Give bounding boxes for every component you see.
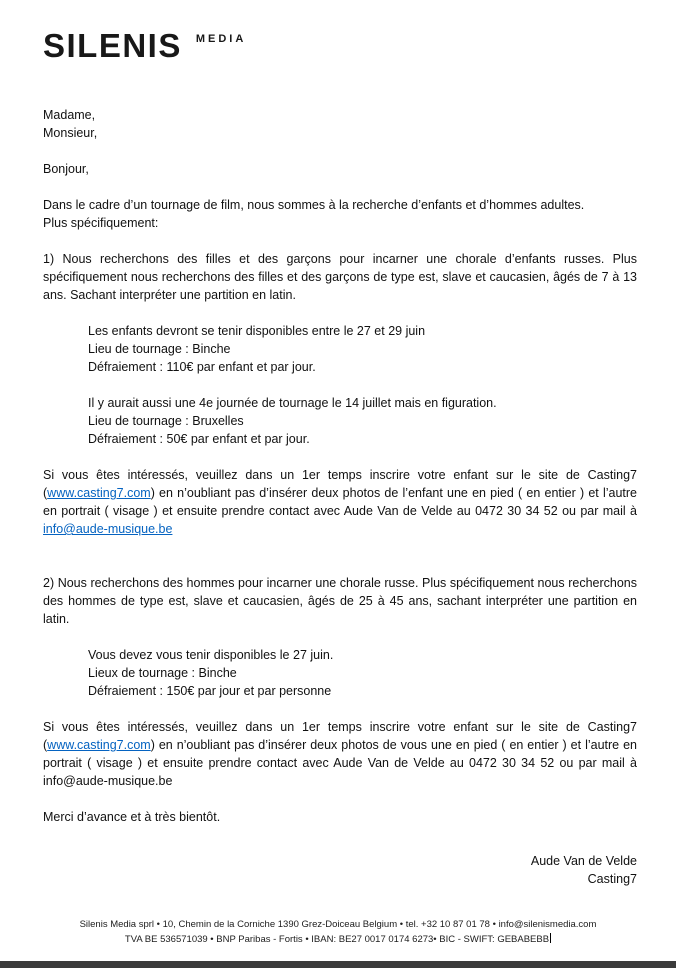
- window-bottom-bar: [0, 961, 676, 968]
- detail-line: Lieux de tournage : Binche: [88, 666, 237, 680]
- footer-line-banking: [0, 932, 676, 947]
- section2-details: [43, 646, 637, 700]
- contact-text: Si vous êtes intéressés, veuillez dans un 1er temps inscrire votre enfant sur le site de Casting7 (: [43, 468, 637, 500]
- detail-line: Il y aurait aussi une 4e journée de tournage le 14 juillet mais en figuration.: [88, 396, 497, 410]
- intro-line: Dans le cadre d’un tournage de film, nous sommes à la recherche d’enfants et d’hommes adultes.: [43, 198, 585, 212]
- detail-line: Défraiement : 110€ par enfant et par jour.: [88, 360, 316, 374]
- salutation-line: Monsieur,: [43, 126, 98, 140]
- casting7-link[interactable]: www.casting7.com: [47, 486, 151, 500]
- section2-paragraph: 2) Nous recherchons des hommes pour incarner une chorale russe. Plus spécifiquement nous recherchons des hommes de type est, slave et caucasien, âgés de 25 à 45 ans, sachant interpréter une partition en latin.: [43, 576, 637, 626]
- company-logo: [43, 27, 637, 64]
- contact-text: ) en n’oubliant pas d’insérer deux photos de vous une en pied ( en entier ) et l’autre en portrait ( visage ) et ensuite prendre contact avec Aude Van de Velde au 0472 30 34 52 ou par mail à info@aude-musique.be: [43, 738, 637, 788]
- detail-line: Lieu de tournage : Bruxelles: [88, 414, 244, 428]
- closing-line: Merci d’avance et à très bientôt.: [43, 810, 221, 824]
- salutation: [43, 106, 637, 142]
- salutation-line: Madame,: [43, 108, 96, 122]
- detail-line: Vous devez vous tenir disponibles le 27 juin.: [88, 648, 334, 662]
- logo-wordmark: SILENIS: [43, 27, 182, 64]
- logo-tagline: MEDIA: [195, 33, 247, 45]
- text-cursor: [550, 933, 551, 943]
- contact-text: Si vous êtes intéressés, veuillez dans un 1er temps inscrire votre enfant sur le site de Casting7 (: [43, 720, 637, 752]
- section1-details-shoot2: [43, 394, 637, 448]
- detail-line: Lieu de tournage : Binche: [88, 342, 231, 356]
- signature-block: [43, 852, 637, 888]
- greeting: Bonjour,: [43, 162, 89, 176]
- section1-contact-paragraph: [43, 466, 637, 538]
- intro-paragraph: [43, 196, 637, 232]
- detail-line: Les enfants devront se tenir disponibles entre le 27 et 29 juin: [88, 324, 426, 338]
- section1-details-shoot1: [43, 322, 637, 376]
- signature-role: Casting7: [587, 872, 637, 886]
- intro-line: Plus spécifiquement:: [43, 216, 159, 230]
- section2-contact-paragraph: [43, 718, 637, 790]
- email-link[interactable]: info@aude-musique.be: [43, 522, 173, 536]
- detail-line: Défraiement : 150€ par jour et par personne: [88, 684, 332, 698]
- signature-name: Aude Van de Velde: [530, 854, 637, 868]
- section1-paragraph: 1) Nous recherchons des filles et des garçons pour incarner une chorale d’enfants russes. Plus spécifiquement nous recherchons des filles et des garçons de type est, slave et caucasien, âgés de 7 à 13 ans. Sachant interpréter une partition en latin.: [43, 252, 637, 302]
- casting7-link[interactable]: www.casting7.com: [47, 738, 151, 752]
- detail-line: Défraiement : 50€ par enfant et par jour.: [88, 432, 310, 446]
- letter-footer: [0, 917, 676, 947]
- contact-text: ) en n’oubliant pas d’insérer deux photos de l’enfant une en pied ( en entier ) et l’autre en portrait ( visage ) et ensuite prendre contact avec Aude Van de Velde au 0472 30 34 52 ou par mail à: [43, 486, 637, 518]
- footer-banking-text: TVA BE 536571039 • BNP Paribas - Fortis • IBAN: BE27 0017 0174 6273• BIC - SWIFT: GEBABEBB: [124, 934, 550, 945]
- footer-line-address: Silenis Media sprl • 10, Chemin de la Corniche 1390 Grez-Doiceau Belgium • tel. +32 10 87 01 78 • info@silenismedia.com: [79, 919, 597, 930]
